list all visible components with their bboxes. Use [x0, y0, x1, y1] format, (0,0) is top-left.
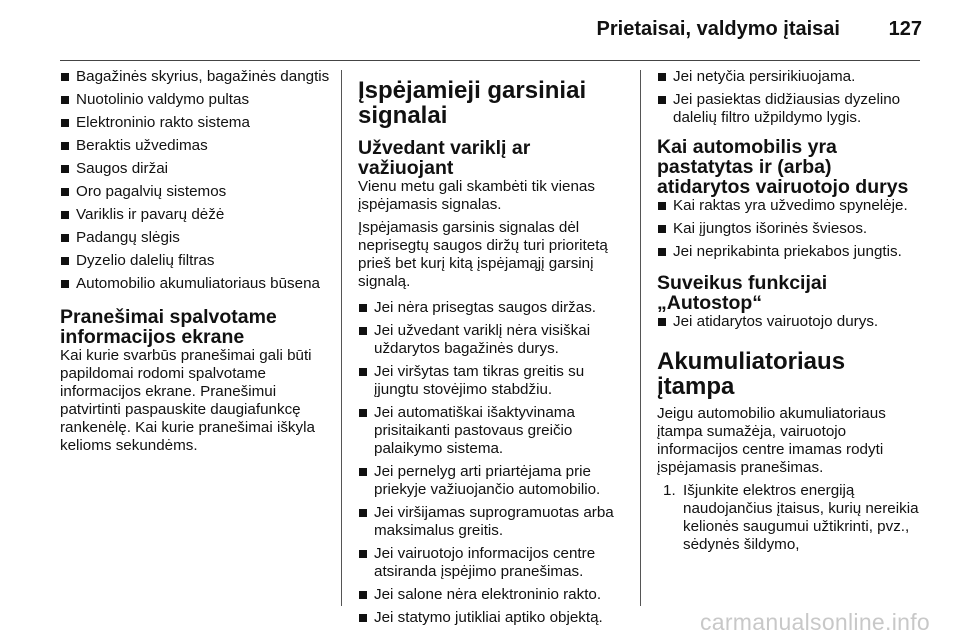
list-item: Nuotolinio valdymo pultas: [60, 91, 330, 109]
section-heading-battery-voltage: Akumuliatoriaus įtampa: [657, 348, 846, 400]
list-item: Jei viršijamas suprogramuotas arba maksimalus greitis.: [358, 504, 630, 540]
list-item: Bagažinės skyrius, bagažinės dangtis: [60, 68, 330, 86]
list-item: Jei netyčia persirikiuojama.: [657, 68, 925, 86]
column-divider-2: [640, 70, 641, 606]
step-text: Išjunkite elektros energiją naudojančius įtaisus, kurių nereikia kelionės saugumui užtikrinti, pvz., sėdynės šildymo,: [683, 482, 919, 553]
subheading-autostop: Suveikus funkcijai „Autostop“: [657, 272, 828, 314]
list-item: Jei užvedant variklį nėra visiškai uždarytos bagažinės durys.: [358, 322, 630, 358]
section-heading-color-display: Pranešimai spalvotame informacijos ekrane: [60, 306, 277, 348]
list-item: Jei vairuotojo informacijos centre atsiranda įspėjimo pranešimas.: [358, 545, 630, 581]
page-title: Prietaisai, valdymo įtaisai: [596, 18, 840, 40]
list-item: Jei statymo jutikliai aptiko objektą.: [358, 609, 630, 627]
list-item: Kai raktas yra užvedimo spynelėje.: [657, 197, 925, 215]
step-item: [663, 482, 925, 554]
paragraph: Vienu metu gali skambėti tik vienas įspėjamasis signalas.: [358, 178, 595, 213]
list-item: Variklis ir pavarų dėžė: [60, 206, 330, 224]
battery-steps-list: [657, 482, 925, 554]
column-divider-1: [341, 70, 342, 606]
list-item: Jei neprikabinta priekabos jungtis.: [657, 243, 925, 261]
parked-warning-list: [657, 197, 925, 261]
list-item: Jei atidarytos vairuotojo durys.: [657, 313, 925, 331]
column-3: [657, 68, 925, 554]
autostop-warning-list: [657, 313, 925, 331]
column-1: [60, 68, 330, 460]
list-item: Kai įjungtos išorinės šviesos.: [657, 220, 925, 238]
step-number: 1.: [663, 482, 676, 499]
section-heading-warning-chimes: Įspėjamieji garsiniai signalai: [358, 77, 587, 129]
list-item: Beraktis užvedimas: [60, 137, 330, 155]
message-topics-list: [60, 68, 330, 293]
page-number: 127: [888, 18, 922, 40]
page-header: [0, 0, 960, 60]
list-item: Jei salone nėra elektroninio rakto.: [358, 586, 630, 604]
paragraph: Jeigu automobilio akumuliatoriaus įtampa sumažėja, vairuotojo informacijos centre imamas rodyti įspėjamasis pranešimas.: [657, 405, 886, 476]
list-item: Dyzelio dalelių filtras: [60, 252, 330, 270]
subheading-vehicle-parked: Kai automobilis yra pastatytas ir (arba) atidarytos vairuotojo durys: [657, 136, 909, 198]
list-item: Jei automatiškai išaktyvinama prisitaikanti pastovaus greičio palaikymo sistema.: [358, 404, 630, 458]
watermark: carmanualsonline.info: [699, 609, 930, 635]
column-2: [358, 68, 630, 632]
list-item: Saugos diržai: [60, 160, 330, 178]
list-item: Jei nėra prisegtas saugos diržas.: [358, 299, 630, 317]
list-item: Elektroninio rakto sistema: [60, 114, 330, 132]
list-item: Jei pasiektas didžiausias dyzelino dalelių filtro užpildymo lygis.: [657, 91, 925, 127]
section-text-color-display: Kai kurie svarbūs pranešimai gali būti papildomai rodomi spalvotame informacijos ekrane. Pranešimui patvirtinti paspauskite daugiafunkcę rankenėlę. Kai kurie pranešimai iškyla kelioms sekundėms.: [60, 347, 315, 454]
warning-chime-list-continued: [657, 68, 925, 127]
paragraph: Įspėjamasis garsinis signalas dėl neprisegtų saugos diržų turi prioritetą prieš bet kurį kitą įspėjamąjį garsinį signalą.: [358, 219, 608, 290]
warning-chime-list: [358, 299, 630, 627]
header-divider: [60, 60, 920, 61]
list-item: Automobilio akumuliatoriaus būsena: [60, 275, 330, 293]
list-item: Oro pagalvių sistemos: [60, 183, 330, 201]
subheading-engine-start: Užvedant variklį ar važiuojant: [358, 137, 531, 179]
list-item: Jei viršytas tam tikras greitis su įjungtu stovėjimo stabdžiu.: [358, 363, 630, 399]
list-item: Padangų slėgis: [60, 229, 330, 247]
list-item: Jei pernelyg arti priartėjama prie priekyje važiuojančio automobilio.: [358, 463, 630, 499]
